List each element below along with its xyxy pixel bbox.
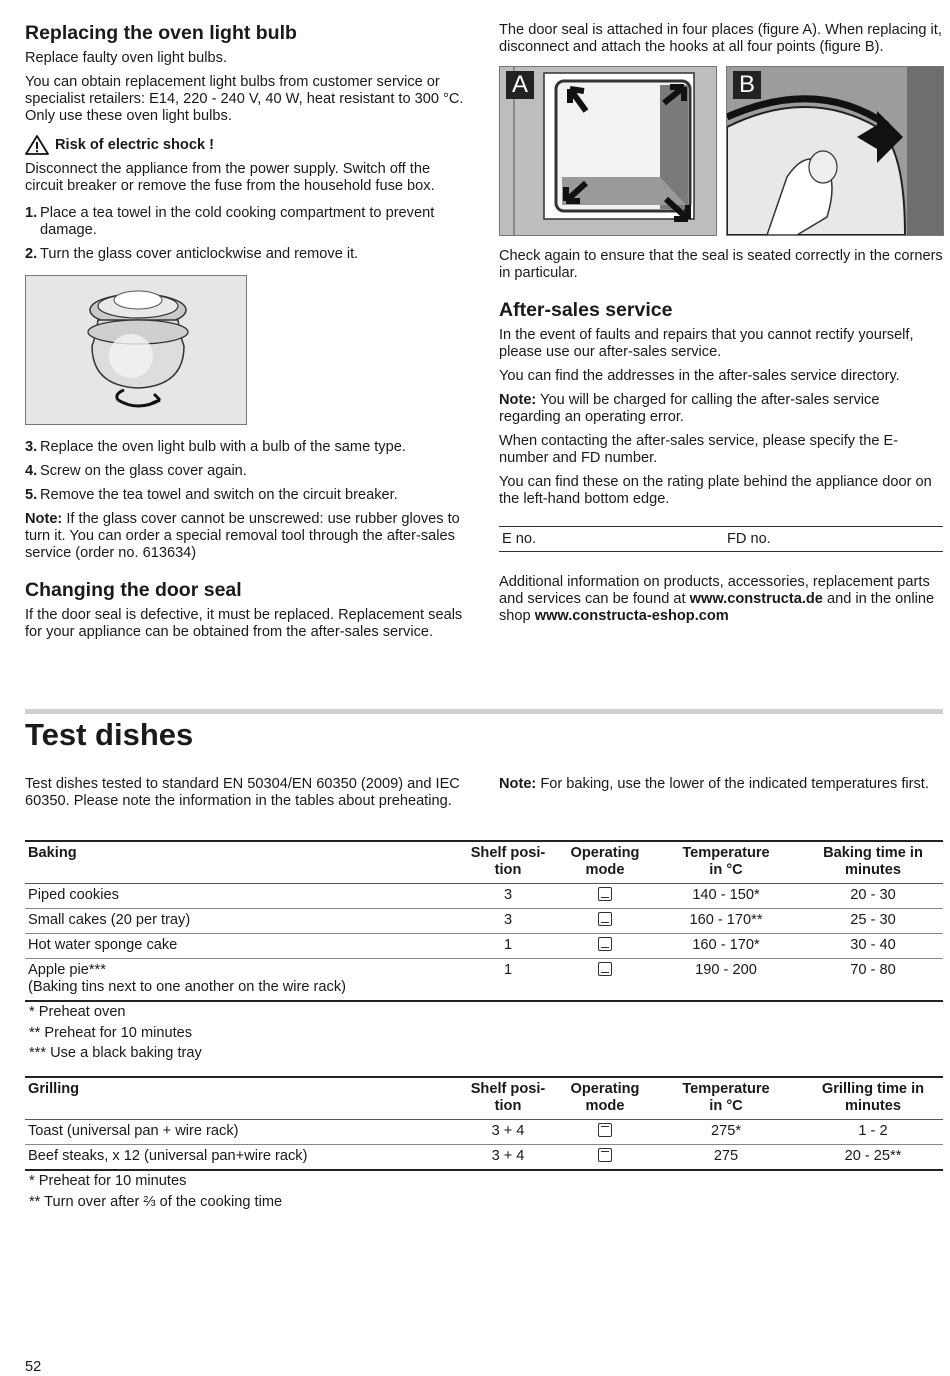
step-number: 4. (25, 463, 38, 479)
dish-name: Apple pie*** (28, 962, 106, 978)
list-item (25, 246, 471, 263)
list-item (25, 205, 471, 239)
warning-text: Risk of electric shock ! (55, 136, 214, 153)
footnote: ** Preheat for 10 minutes (29, 1024, 193, 1041)
note-text: For baking, use the lower of the indicated temperatures first. (536, 776, 929, 792)
figure-a-label: A (506, 71, 534, 99)
paragraph: Replace faulty oven light bulbs. (25, 50, 228, 66)
shelf-cell: 1 (503, 937, 513, 953)
table-row (25, 959, 943, 1002)
shelf-cell: 3 + 4 (491, 1148, 525, 1164)
grill-icon (598, 1123, 612, 1137)
steps-list (25, 439, 471, 504)
dish-cell: Piped cookies (28, 887, 119, 903)
footnote: * Preheat for 10 minutes (29, 1173, 187, 1189)
website-link[interactable]: www.constructa.de (689, 591, 823, 607)
mode-cell (561, 1120, 649, 1145)
footnote: ** Turn over after ⅔ of the cooking time (29, 1193, 283, 1210)
paragraph: You can obtain replacement light bulbs from customer service or specialist retailers: E14, 220 - 240 V, 40 W, heat resistant to 300 °C. Only use these oven light bulbs. (25, 74, 464, 124)
step-number: 1. (25, 205, 38, 221)
grilling-footnotes (29, 1171, 282, 1212)
info-text: and in the online shop (499, 591, 935, 624)
dish-cell: Hot water sponge cake (28, 937, 178, 953)
table-header-row (25, 841, 943, 884)
column-header: Temperature in °C (682, 1081, 770, 1114)
dish-cell: Beef steaks, x 12 (universal pan+wire rack) (28, 1148, 308, 1164)
mode-cell (561, 884, 649, 909)
temperature-cell: 160 - 170** (689, 912, 763, 928)
eshop-link[interactable]: www.constructa-eshop.com (534, 608, 729, 624)
table-row (25, 909, 943, 934)
step-number: 2. (25, 246, 38, 262)
footnote: *** Use a black baking tray (29, 1045, 202, 1061)
grill-icon (598, 1148, 612, 1162)
baking-footnotes (29, 1002, 202, 1064)
info-text: Additional information on products, accessories, replacement parts and services can be found at (499, 574, 930, 607)
step-text: Turn the glass cover anticlockwise and remove it. (40, 246, 359, 262)
step-text: Remove the tea towel and switch on the circuit breaker. (40, 487, 398, 503)
paragraph: If the door seal is defective, it must be replaced. Replacement seals for your appliance can be obtained from the after-sales service. (25, 607, 463, 640)
figure-b (726, 66, 944, 236)
rating-plate-fields (499, 526, 943, 552)
list-item (25, 439, 471, 456)
note (25, 511, 471, 562)
bottom-heat-icon (598, 912, 612, 926)
bottom-heat-icon (598, 937, 612, 951)
column-header: Operating mode (570, 845, 640, 878)
temperature-cell: 275 (713, 1148, 739, 1164)
time-cell: 20 - 30 (850, 887, 896, 903)
column-header: Operating mode (570, 1081, 640, 1114)
paragraph: Disconnect the appliance from the power supply. Switch off the circuit breaker or remove the fuse from the household fuse box. (25, 161, 435, 194)
grilling-table (25, 1076, 943, 1171)
column-header: Grilling (28, 1081, 80, 1097)
table-row (25, 1120, 943, 1145)
table-row (25, 1145, 943, 1171)
dish-detail: (Baking tins next to one another on the wire rack) (28, 979, 346, 995)
mode-cell (561, 909, 649, 934)
temperature-cell: 160 - 170* (692, 937, 760, 953)
heading-replacing-bulb: Replacing the oven light bulb (25, 22, 297, 44)
column-header: Temperature in °C (682, 845, 770, 878)
mode-cell (561, 959, 649, 1002)
section-divider (25, 709, 943, 714)
step-text: Place a tea towel in the cold cooking compartment to prevent damage. (40, 205, 435, 238)
e-number-label: E no. (502, 530, 537, 547)
note-text: If the glass cover cannot be unscrewed: use rubber gloves to turn it. You can order a special removal tool through the after-sales service (order no. 613634) (25, 511, 460, 561)
note (499, 392, 943, 426)
dish-cell (25, 959, 455, 1002)
step-number: 5. (25, 487, 38, 503)
step-number: 3. (25, 439, 38, 455)
door-seal-figures (499, 66, 943, 238)
temperature-cell: 275* (710, 1123, 742, 1139)
column-header: Grilling time in minutes (821, 1081, 925, 1114)
shelf-cell: 3 (503, 912, 513, 928)
step-text: Replace the oven light bulb with a bulb of the same type. (40, 439, 406, 455)
shelf-cell: 1 (503, 962, 513, 978)
dish-cell: Small cakes (20 per tray) (28, 912, 191, 928)
table-row (25, 884, 943, 909)
time-cell: 30 - 40 (850, 937, 896, 953)
test-intro: Test dishes tested to standard EN 50304/EN 60350 (2009) and IEC 60350. Please note the information in the tables about preheating. (25, 776, 460, 809)
bottom-heat-icon (598, 887, 612, 901)
temperature-cell: 190 - 200 (695, 962, 757, 978)
time-cell: 70 - 80 (850, 962, 896, 978)
shelf-cell: 3 (503, 887, 513, 903)
column-header: Baking (28, 845, 77, 861)
column-header: Baking time in minutes (823, 845, 923, 878)
test-dishes-title: Test dishes (25, 717, 194, 752)
warning-line (25, 135, 471, 155)
figure-a (499, 66, 717, 236)
heading-door-seal: Changing the door seal (25, 579, 242, 601)
table-header-row (25, 1077, 943, 1120)
mode-cell (561, 1145, 649, 1171)
paragraph: You can find these on the rating plate behind the appliance door on the left-hand bottom edge. (499, 474, 932, 507)
temperature-cell: 140 - 150* (692, 887, 760, 903)
note-label: Note: (499, 776, 537, 792)
paragraph: When contacting the after-sales service, please specify the E-number and FD number. (499, 433, 899, 466)
paragraph: In the event of faults and repairs that you cannot rectify yourself, please use our after-sales service. (499, 327, 914, 360)
paragraph: You can find the addresses in the after-sales service directory. (499, 368, 900, 384)
figure-b-label: B (733, 71, 761, 99)
note-label: Note: (499, 392, 537, 408)
time-cell: 1 - 2 (858, 1123, 888, 1139)
fd-number-label: FD no. (727, 530, 771, 547)
bulb-cover-illustration (25, 275, 247, 425)
column-header: Shelf posi- tion (470, 845, 546, 878)
right-column (499, 22, 943, 632)
list-item (25, 463, 471, 480)
page-number: 52 (25, 1359, 42, 1375)
heading-after-sales: After-sales service (499, 299, 673, 321)
time-cell: 20 - 25** (844, 1148, 902, 1164)
info-paragraph (499, 574, 943, 625)
column-header: Shelf posi- tion (470, 1081, 546, 1114)
left-column (25, 22, 471, 648)
time-cell: 25 - 30 (850, 912, 896, 928)
warning-triangle-icon (25, 135, 49, 155)
shelf-cell: 3 + 4 (491, 1123, 525, 1139)
list-item (25, 487, 471, 504)
note-label: Note: (25, 511, 63, 527)
bottom-heat-icon (598, 962, 612, 976)
step-text: Screw on the glass cover again. (40, 463, 247, 479)
note-text: You will be charged for calling the after-sales service regarding an operating error. (499, 392, 880, 425)
paragraph: Check again to ensure that the seal is seated correctly in the corners in particular. (499, 248, 943, 281)
dish-cell: Toast (universal pan + wire rack) (28, 1123, 239, 1139)
footnote: * Preheat oven (29, 1004, 126, 1020)
mode-cell (561, 934, 649, 959)
table-row (25, 934, 943, 959)
baking-table (25, 840, 943, 1002)
note (499, 776, 943, 793)
paragraph: The door seal is attached in four places (figure A). When replacing it, disconnect and attach the hooks at all four points (figure B). (499, 22, 942, 55)
steps-list (25, 205, 471, 263)
